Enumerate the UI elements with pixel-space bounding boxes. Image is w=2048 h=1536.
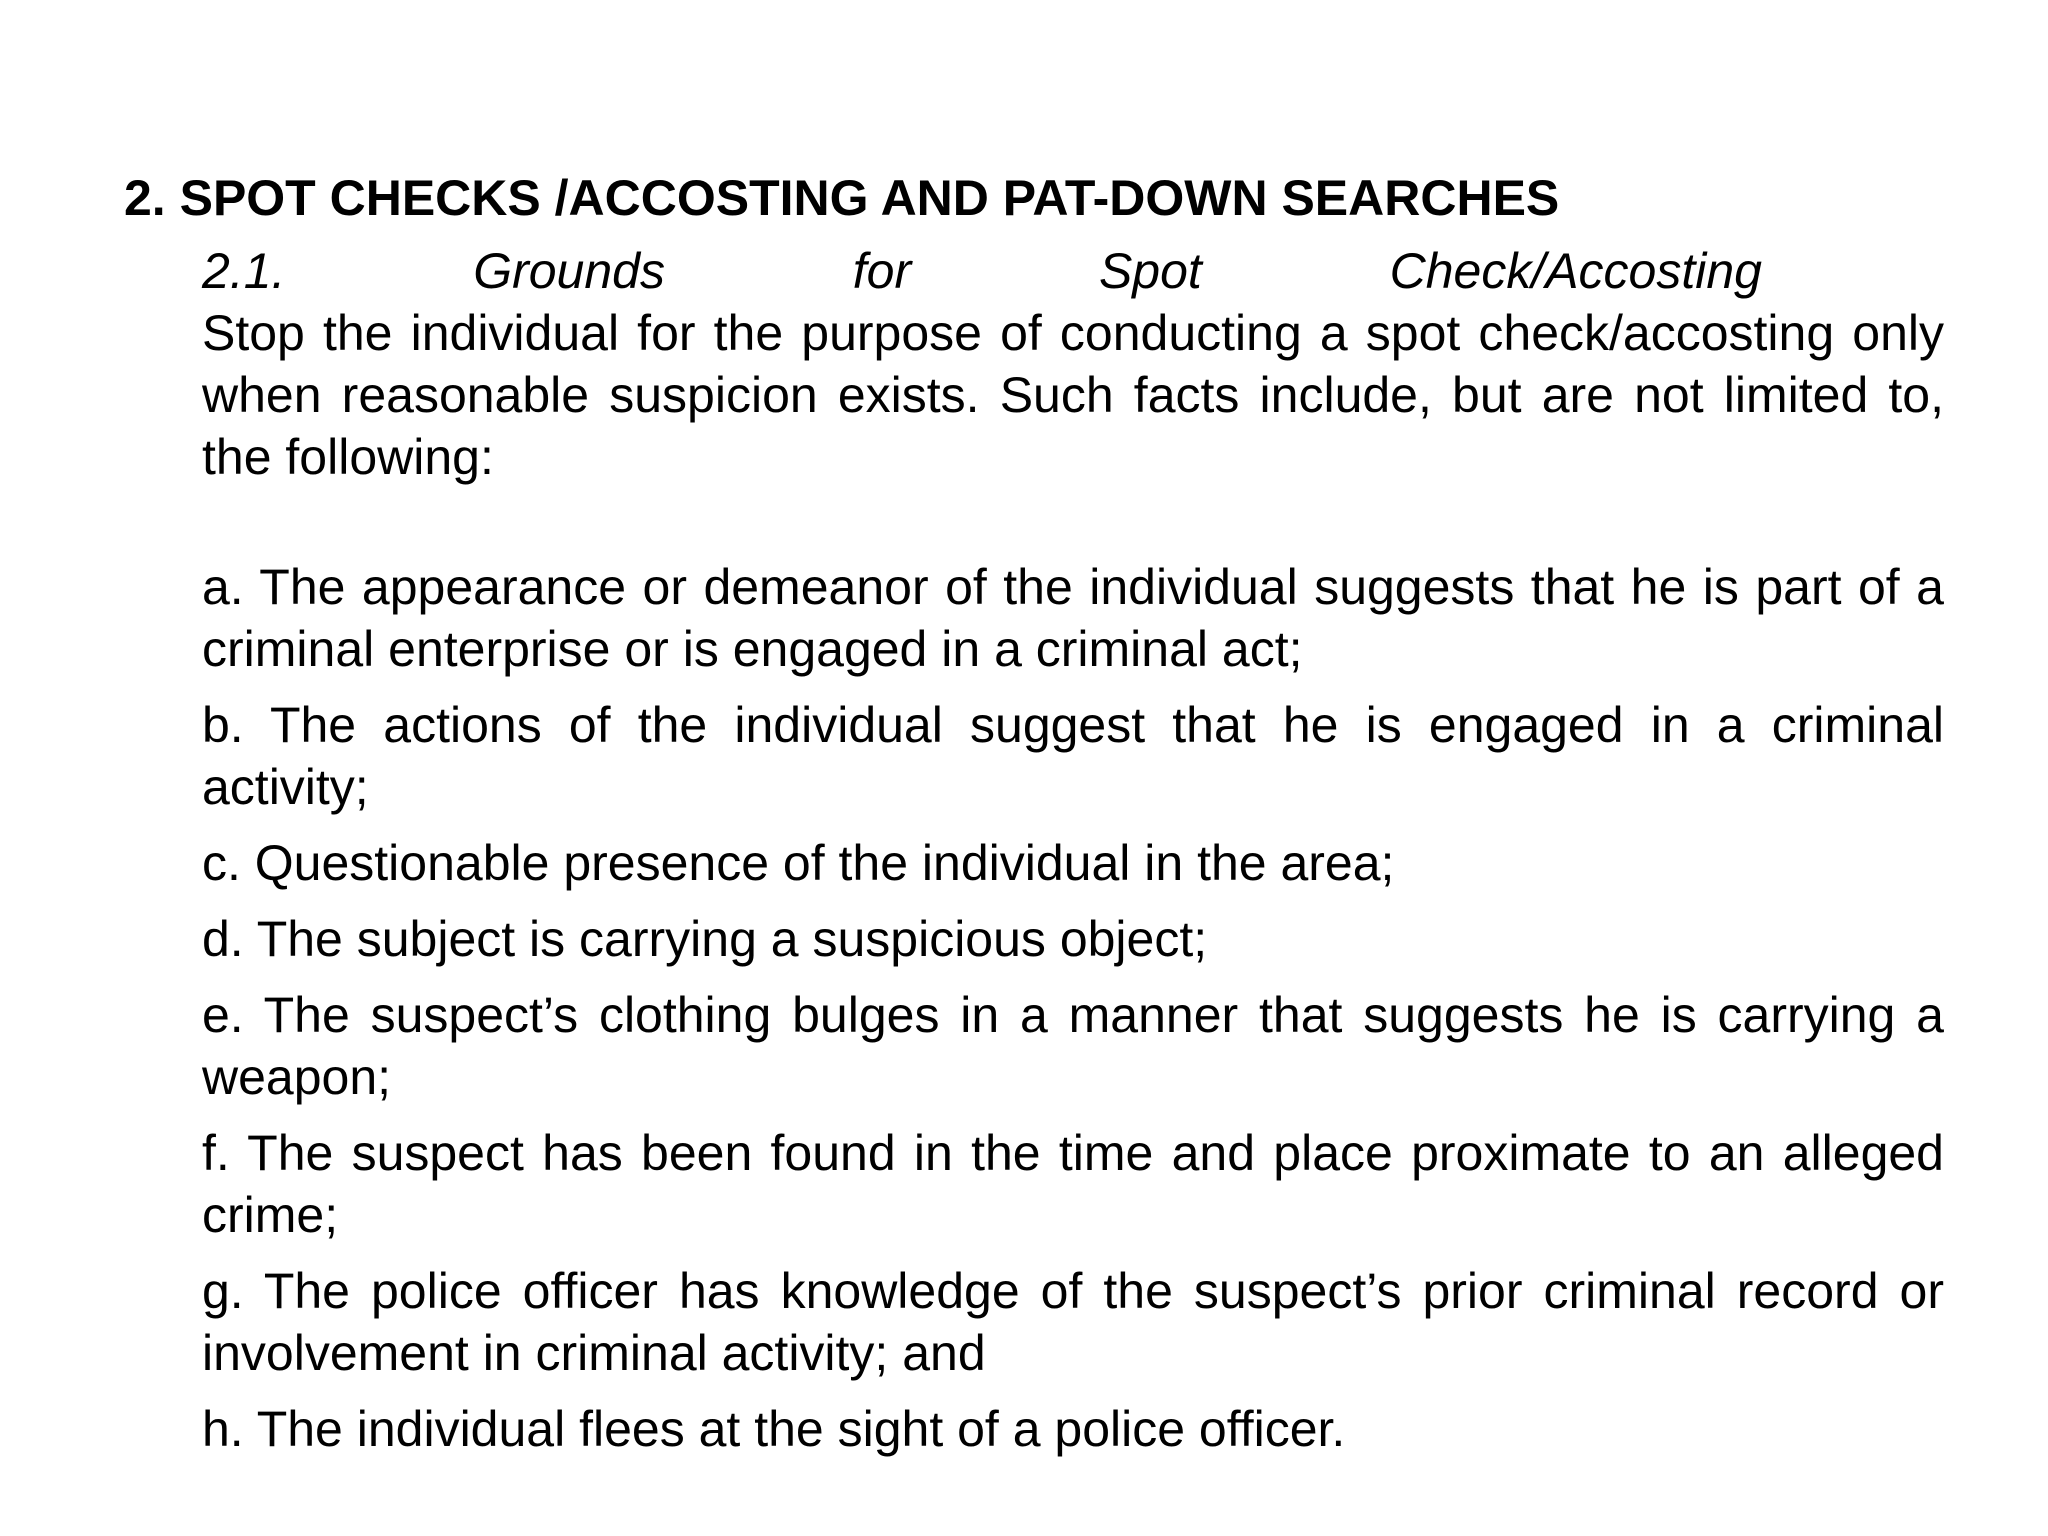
intro-paragraph: Stop the individual for the purpose of conducting a spot check/accosting only when reasonable suspicion exists. Such facts include, but are not limited to, the following: [202,305,1944,485]
section-heading: 2. SPOT CHECKS /ACCOSTING AND PAT-DOWN SEARCHES [124,170,1560,226]
list-item: g. The police officer has knowledge of the suspect’s prior criminal record or involvement in criminal activity; and [202,1263,1944,1381]
subsection-word: Grounds [473,243,665,299]
list-item: d. The subject is carrying a suspicious object; [202,911,1208,967]
section-content [202,240,1944,1474]
subsection-heading [202,240,1762,302]
list-item: c. Questionable presence of the individual in the area; [202,835,1395,891]
list-item: e. The suspect’s clothing bulges in a manner that suggests he is carrying a weapon; [202,987,1944,1105]
subsection-number: 2.1. [202,243,286,299]
list-item: b. The actions of the individual suggest that he is engaged in a criminal activity; [202,697,1944,815]
subsection-word: Check/Accosting [1389,243,1762,299]
list-item: a. The appearance or demeanor of the individual suggests that he is part of a criminal enterprise or is engaged in a criminal act; [202,559,1944,677]
subsection-word: for [852,243,912,299]
list-item: h. The individual flees at the sight of a police officer. [202,1401,1346,1457]
list-item: f. The suspect has been found in the time and place proximate to an alleged crime; [202,1125,1944,1243]
grounds-list [202,556,1944,1460]
subsection-word: Spot [1098,243,1202,299]
